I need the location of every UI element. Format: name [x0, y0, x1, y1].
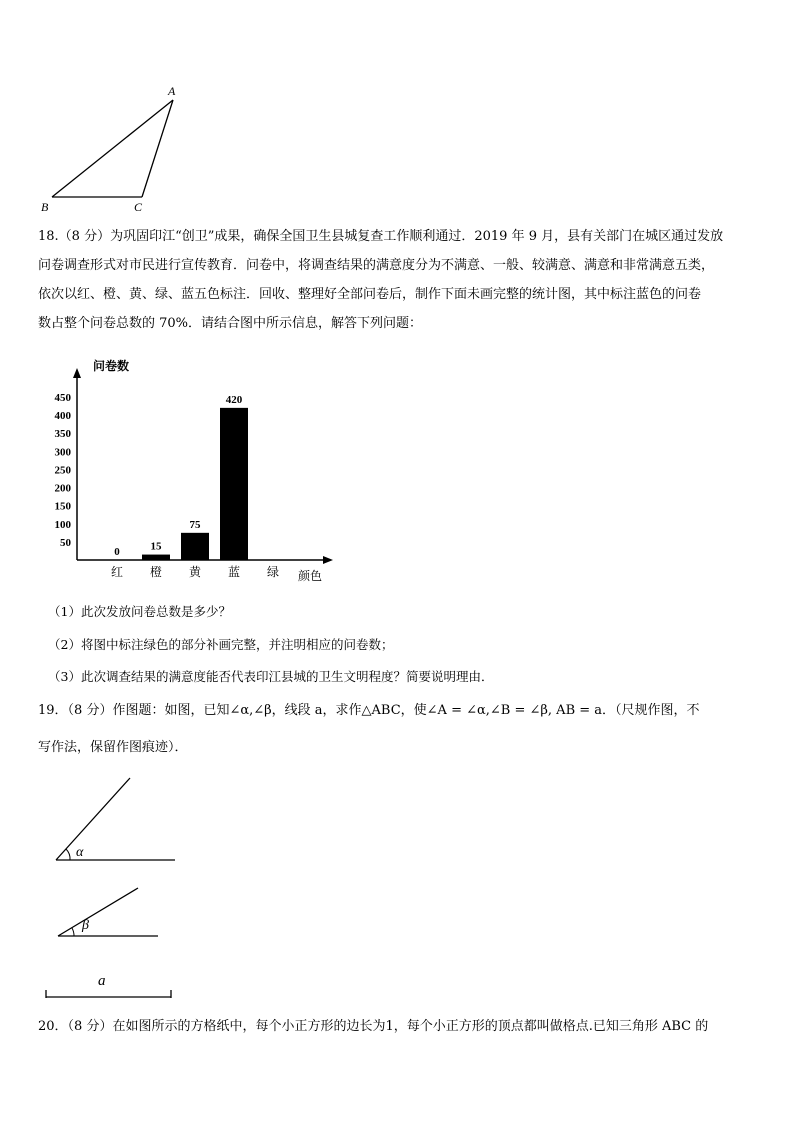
vertex-b-label: B [41, 200, 49, 214]
bar-value-label: 420 [225, 393, 243, 406]
beta-arc [72, 928, 74, 936]
segment-a-label: a [98, 973, 106, 989]
x-axis-arrow [323, 556, 333, 564]
bar-2 [181, 533, 209, 560]
y-axis-arrow [73, 368, 81, 378]
bar-value-label: 75 [189, 518, 201, 531]
x-tick-label: 黄 [188, 565, 202, 579]
beta-ray-upper [58, 888, 138, 936]
question-18-line-4: 数占整个问卷总数的 70%．请结合图中所示信息，解答下列问题： [38, 316, 423, 331]
question-19-line-2: 写作法，保留作图痕迹）． [38, 740, 188, 755]
vertex-a-label: A [168, 84, 176, 98]
question-19-line-1: 19．（8 分）作图题：如图，已知∠α,∠β，线段 a，求作△ABC，使∠A = ∠α,∠B = ∠β, AB = a．（尺规作图，不 [38, 703, 700, 718]
y-tick-label: 400 [54, 410, 71, 423]
segment-a-figure [40, 985, 180, 1005]
triangle-figure [30, 80, 190, 220]
side-ab [52, 100, 173, 197]
question-18-line-1: 18.（8 分）为巩固印江“创卫”成果，确保全国卫生县城复查工作顺利通过．2019 年 9 月，县有关部门在城区通过发放 [38, 229, 724, 244]
vertex-c-label: C [134, 200, 143, 214]
question-18-sub-3: （3）此次调查结果的满意度能否代表印江县城的卫生文明程度？简要说明理由． [48, 669, 494, 684]
question-19-text [38, 696, 758, 762]
y-tick-label: 50 [60, 536, 71, 549]
y-tick-label: 200 [54, 482, 71, 495]
question-18-line-3: 依次以红、橙、黄、绿、蓝五色标注．回收、整理好全部问卷后，制作下面未画完整的统计图，其中标注蓝色的问卷 [38, 287, 702, 302]
x-tick-label: 橙 [149, 565, 163, 579]
alpha-ray-upper [56, 778, 130, 860]
question-20-text [38, 1012, 758, 1041]
bar-value-label: 0 [114, 546, 120, 558]
y-tick-label: 100 [54, 518, 71, 531]
x-tick-label: 红 [110, 565, 124, 579]
question-18-line-2: 问卷调查形式对市民进行宣传教育．问卷中，将调查结果的满意度分为不满意、一般、较满意、满意和非常满意五类， [38, 258, 715, 273]
question-18-text [38, 222, 758, 338]
y-tick-label: 350 [54, 428, 71, 441]
angle-beta-figure [50, 880, 165, 942]
side-ac [142, 100, 173, 197]
y-tick-label: 450 [54, 392, 71, 404]
y-tick-label: 150 [54, 500, 71, 513]
bar-value-label: 15 [150, 540, 162, 553]
y-tick-label: 250 [54, 464, 71, 477]
angle-alpha-figure [50, 770, 180, 870]
x-tick-label: 蓝 [227, 565, 241, 579]
x-axis-label: 颜色 [298, 569, 323, 583]
alpha-arc [66, 849, 70, 860]
bar-3 [220, 408, 248, 560]
y-axis-label: 问卷数 [93, 359, 130, 373]
y-tick-label: 300 [54, 446, 71, 459]
x-tick-label: 绿 [266, 565, 280, 579]
bar-chart [40, 352, 340, 592]
alpha-label: α [76, 845, 84, 860]
question-18-sub-2: （2）将图中标注绿色的部分补画完整，并注明相应的问卷数； [48, 637, 394, 652]
question-20-line-1: 20．（8 分）在如图所示的方格纸中，每个小正方形的边长为1，每个小正方形的顶点都叫做格点.已知三角形 ABC 的 [38, 1019, 709, 1034]
beta-label: β [82, 918, 89, 933]
question-18-sub-1: （1）此次发放问卷总数是多少？ [48, 604, 231, 619]
bar-1 [142, 555, 170, 560]
